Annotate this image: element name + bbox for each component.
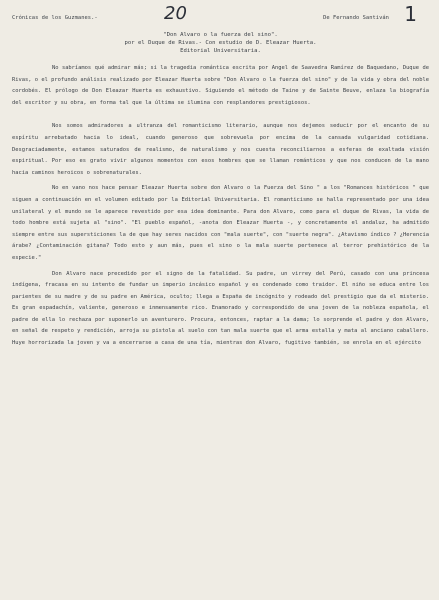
header-author: De Fernando Santiván [323, 15, 389, 21]
article-body [12, 63, 429, 350]
header-section-title: Crónicas de los Guzmanes.- [12, 15, 98, 21]
title-line-1: "Don Alvaro o la fuerza del sino". [163, 32, 278, 38]
paragraph-2: Nos somos admiradores a ultranza del romanticismo literario, aunque nos dejemos seducir por el encanto de su espíritu arrebatado hacia lo ideal, cuando generoso que sobrevuela por encima de la cansada vulgaridad cotidiana. Desgraciadamente, estamos saturados de realismo, de naturalismo y nos cuesta reconciliarnos a esferas de exaltada visión espiritual. Por eso es grato vivir algunos momentos con esos hombres que se llaman románticos y que nos conducen de la mano hacia caminos heroicos o sobrenaturales. [12, 123, 429, 176]
article-title [12, 31, 429, 55]
handwritten-page-number: 20 [163, 3, 187, 24]
paragraph-1: No sabríamos qué admirar más; si la tragedia romántica escrita por Angel de Saavedra Ramírez de Baquedano, Duque de Rivas, o el profundo análisis realizado por Eleazar Huerta sobre "Don Alvaro o la fuerza del sino" y de la vida y obra del noble cordobés. El prólogo de Don Eleazar Huerta es exhaustivo. Siguiendo el método de Taine y de Sainte Beuve, enlaza la biografía del escritor y su obra, en forma tal que la última se ilumina con resplandores prestigiosos. [12, 65, 429, 106]
page-header [12, 3, 429, 23]
title-line-3: Editorial Universitaria. [180, 48, 261, 54]
title-line-2: por el Duque de Rivas.- Con estudio de D. Eleazar Huerta. [124, 40, 317, 46]
paragraph-4: Don Alvaro nace precedido por el signo de la fatalidad. Su padre, un virrey del Perú, casado con una princesa indígena, fracasa en su intento de fundar un imperio incásico español y es condenado como traidor. El niño se educa entre los parientes de su madre y de su padre en América, oculto; llega a España de incógnito y rodeado del prestigio que da el misterio. Es gran espadachín, valiente, generoso e inmensamente rico. Enamorado y correspondido de una joven de la nobleza española, el padre de ella lo rechaza por suponerlo un aventurero. Procura, entonces, raptar a la dama; lo sorprende el padre y don Alvaro, en señal de respeto y rendición, arroja su pistola al suelo con tan mala suerte que el arma estalla y mata al anciano caballero. Huye horrorizada la joven y va a encerrarse a casa de una tía, mientras don Alvaro, fugitivo también, se enrola en el ejército [12, 270, 429, 347]
sheet-number: 1 [404, 2, 417, 26]
paragraph-3: No en vano nos hace pensar Eleazar Huerta sobre don Alvaro o la Fuerza del Sino " a los "Romances históricos " que siguen a continuación en el volumen editado por la Editorial Universitaria. El romanticismo se halla representado por una idea unilateral y el mundo se le aparece revestido por esa idea dominante. Para don Alvaro, como para el duque de Rivas, la vida de todo hombre está sujeta al "sino". "El pueblo español, -anota don Eleazar Huerta -, y concretamente el andaluz, ha admitido siempre entre sus supersticiones la de que hay seres nacidos con "mala suerte", con "suerte negra". ¿Atavismo índico ? ¿Herencia árabe? ¿Contaminación gitana? Todo esto y aun más, pues el sino o la mala suerte pertenece al terror prehistórico de la especie." [12, 185, 429, 261]
